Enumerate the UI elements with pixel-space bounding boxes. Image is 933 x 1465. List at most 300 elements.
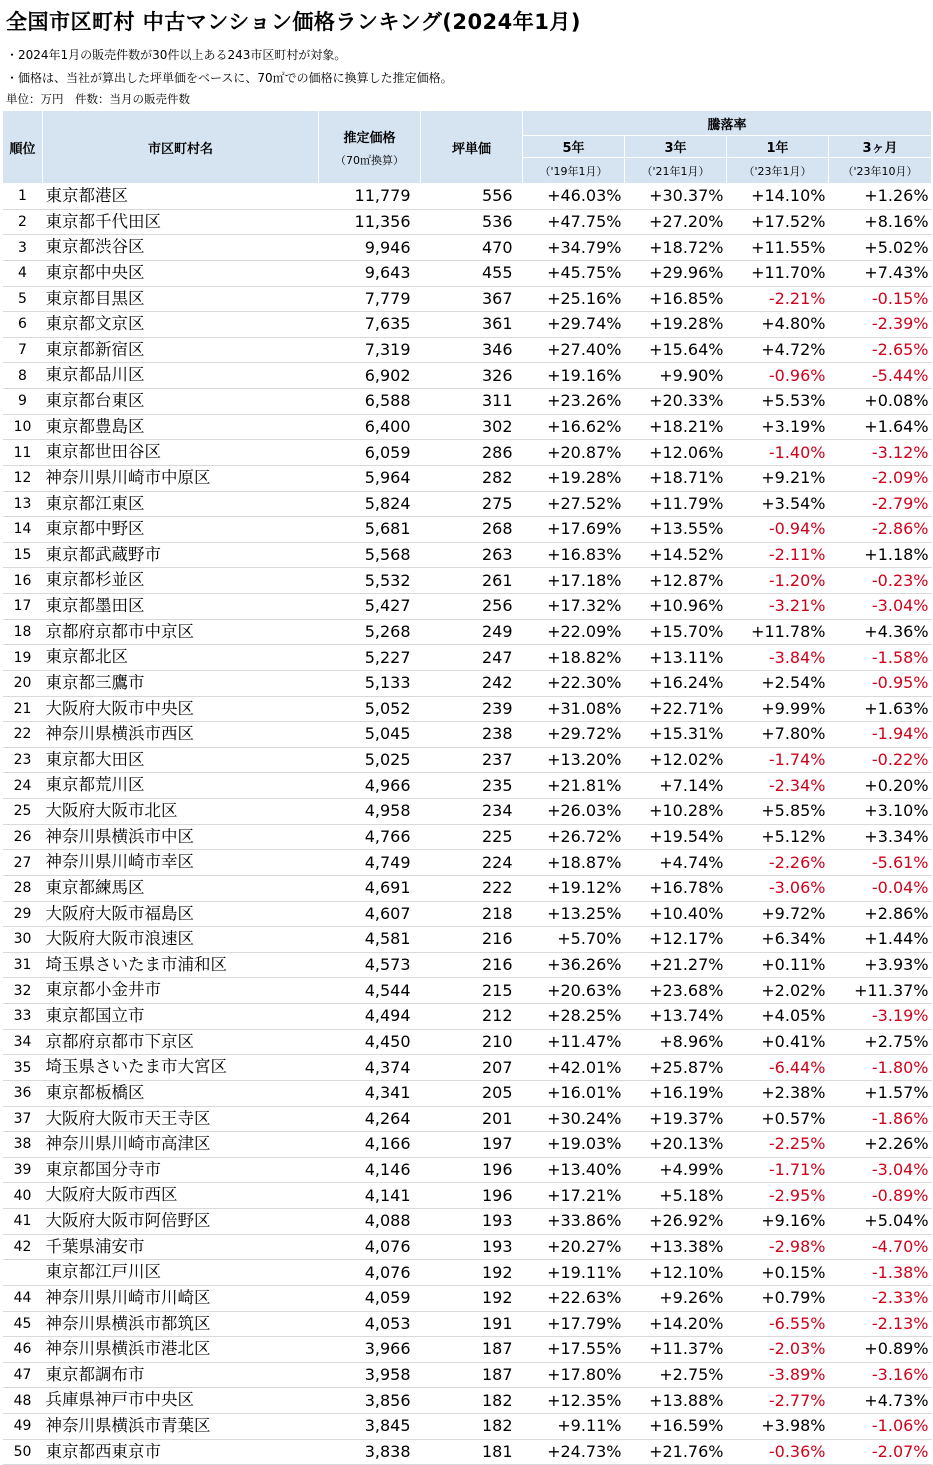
rank-cell: 39	[3, 1157, 43, 1183]
change-3y: +16.78%	[625, 875, 727, 901]
municipality-name: 神奈川県川崎市中原区	[43, 465, 319, 491]
change-3m: +7.43%	[829, 260, 932, 286]
estimated-price: 4,749	[319, 850, 421, 876]
change-5y: +28.25%	[523, 1004, 625, 1030]
municipality-name: 大阪府大阪市浪速区	[43, 927, 319, 953]
change-1y: -0.36%	[727, 1439, 829, 1465]
change-5y: +18.82%	[523, 645, 625, 671]
municipality-name: 兵庫県神戸市中央区	[43, 1388, 319, 1414]
change-5y: +19.28%	[523, 465, 625, 491]
change-3m: -0.15%	[829, 286, 932, 312]
change-5y: +13.25%	[523, 901, 625, 927]
change-1y: +2.02%	[727, 978, 829, 1004]
table-row	[3, 465, 932, 491]
tsubo-unit-price: 196	[421, 1183, 523, 1209]
table-row	[3, 568, 932, 594]
tsubo-unit-price: 263	[421, 542, 523, 568]
change-1y: -6.44%	[727, 1055, 829, 1081]
change-3y: +13.88%	[625, 1388, 727, 1414]
page-title: 全国市区町村 中古マンション価格ランキング(2024年1月)	[6, 10, 581, 34]
change-3m: +1.44%	[829, 927, 932, 953]
change-3y: +19.54%	[625, 824, 727, 850]
change-3y: +9.90%	[625, 363, 727, 389]
change-3m: +5.02%	[829, 235, 932, 261]
rank-cell: 41	[3, 1209, 43, 1235]
change-3m: -5.61%	[829, 850, 932, 876]
table-row	[3, 1414, 932, 1440]
table-row	[3, 1080, 932, 1106]
change-1y: -2.95%	[727, 1183, 829, 1209]
tsubo-unit-price: 455	[421, 260, 523, 286]
change-3y: +10.40%	[625, 901, 727, 927]
rank-cell: 15	[3, 542, 43, 568]
change-5y: +17.79%	[523, 1311, 625, 1337]
table-row	[3, 209, 932, 235]
tsubo-unit-price: 187	[421, 1337, 523, 1363]
header-period-5y-sub: （'19年1月）	[523, 158, 625, 184]
change-5y: +30.24%	[523, 1106, 625, 1132]
header-price	[319, 111, 421, 184]
estimated-price: 7,635	[319, 312, 421, 338]
tsubo-unit-price: 346	[421, 337, 523, 363]
ranking-rows	[3, 184, 932, 1465]
change-1y: +0.11%	[727, 952, 829, 978]
estimated-price: 3,838	[319, 1439, 421, 1465]
estimated-price: 3,966	[319, 1337, 421, 1363]
change-5y: +17.69%	[523, 517, 625, 543]
municipality-name: 京都府京都市下京区	[43, 1029, 319, 1055]
table-row	[3, 1285, 932, 1311]
tsubo-unit-price: 275	[421, 491, 523, 517]
rank-cell: 27	[3, 850, 43, 876]
tsubo-unit-price: 234	[421, 799, 523, 825]
municipality-name: 東京都調布市	[43, 1362, 319, 1388]
change-3y: +19.28%	[625, 312, 727, 338]
municipality-name: 東京都品川区	[43, 363, 319, 389]
change-1y: +5.85%	[727, 799, 829, 825]
municipality-name: 千葉県浦安市	[43, 1234, 319, 1260]
change-1y: +4.80%	[727, 312, 829, 338]
table-row	[3, 824, 932, 850]
header-period-1y-sub: （'23年1月）	[727, 158, 829, 184]
rank-cell: 1	[3, 184, 43, 210]
rank-cell: 40	[3, 1183, 43, 1209]
change-3m: +2.26%	[829, 1132, 932, 1158]
change-3y: +15.31%	[625, 722, 727, 748]
change-1y: -0.96%	[727, 363, 829, 389]
municipality-name: 東京都千代田区	[43, 209, 319, 235]
change-5y: +19.12%	[523, 875, 625, 901]
table-row	[3, 517, 932, 543]
table-row	[3, 1209, 932, 1235]
change-1y: -3.89%	[727, 1362, 829, 1388]
change-3m: +1.63%	[829, 696, 932, 722]
change-1y: +9.99%	[727, 696, 829, 722]
municipality-name: 東京都渋谷区	[43, 235, 319, 261]
header-price-sub: （70㎡換算）	[335, 153, 404, 167]
change-3m: -0.95%	[829, 670, 932, 696]
estimated-price: 9,946	[319, 235, 421, 261]
tsubo-unit-price: 216	[421, 952, 523, 978]
estimated-price: 5,227	[319, 645, 421, 671]
rank-cell: 45	[3, 1311, 43, 1337]
municipality-name: 東京都新宿区	[43, 337, 319, 363]
tsubo-unit-price: 224	[421, 850, 523, 876]
header-name: 市区町村名	[43, 111, 319, 184]
tsubo-unit-price: 249	[421, 619, 523, 645]
table-row	[3, 312, 932, 338]
note-price-method: ・価格は、当社が算出した坪単価をベースに、70㎡での価格に換算した推定価格。	[6, 71, 453, 85]
change-5y: +11.47%	[523, 1029, 625, 1055]
change-3y: +22.71%	[625, 696, 727, 722]
municipality-name: 東京都北区	[43, 645, 319, 671]
change-5y: +12.35%	[523, 1388, 625, 1414]
change-3m: -1.94%	[829, 722, 932, 748]
header-period-3m: 3ヶ月	[829, 136, 932, 158]
change-3y: +18.21%	[625, 414, 727, 440]
tsubo-unit-price: 261	[421, 568, 523, 594]
change-3y: +29.96%	[625, 260, 727, 286]
change-5y: +19.11%	[523, 1260, 625, 1286]
change-5y: +26.72%	[523, 824, 625, 850]
table-row	[3, 1004, 932, 1030]
table-row	[3, 722, 932, 748]
estimated-price: 5,045	[319, 722, 421, 748]
tsubo-unit-price: 201	[421, 1106, 523, 1132]
rank-cell: 17	[3, 594, 43, 620]
estimated-price: 4,166	[319, 1132, 421, 1158]
municipality-name: 東京都西東京市	[43, 1439, 319, 1465]
tsubo-unit-price: 238	[421, 722, 523, 748]
tsubo-unit-price: 193	[421, 1234, 523, 1260]
estimated-price: 6,902	[319, 363, 421, 389]
municipality-name: 東京都国立市	[43, 1004, 319, 1030]
change-3m: -4.70%	[829, 1234, 932, 1260]
change-1y: +11.70%	[727, 260, 829, 286]
rank-cell: 29	[3, 901, 43, 927]
municipality-name: 大阪府大阪市天王寺区	[43, 1106, 319, 1132]
change-5y: +42.01%	[523, 1055, 625, 1081]
change-1y: +4.05%	[727, 1004, 829, 1030]
table-row	[3, 184, 932, 210]
change-5y: +19.16%	[523, 363, 625, 389]
tsubo-unit-price: 268	[421, 517, 523, 543]
change-1y: +0.41%	[727, 1029, 829, 1055]
note-units: 単位：万円 件数：当月の販売件数	[6, 92, 190, 106]
rank-cell: 8	[3, 363, 43, 389]
change-5y: +29.74%	[523, 312, 625, 338]
table-row	[3, 491, 932, 517]
change-1y: -2.21%	[727, 286, 829, 312]
tsubo-unit-price: 237	[421, 747, 523, 773]
table-row	[3, 542, 932, 568]
table-row	[3, 901, 932, 927]
tsubo-unit-price: 239	[421, 696, 523, 722]
change-1y: +2.38%	[727, 1080, 829, 1106]
change-1y: +3.19%	[727, 414, 829, 440]
table-row	[3, 440, 932, 466]
change-5y: +29.72%	[523, 722, 625, 748]
rank-cell: 9	[3, 389, 43, 415]
tsubo-unit-price: 536	[421, 209, 523, 235]
change-3m: +5.04%	[829, 1209, 932, 1235]
municipality-name: 大阪府大阪市福島区	[43, 901, 319, 927]
rank-cell: 44	[3, 1285, 43, 1311]
tsubo-unit-price: 205	[421, 1080, 523, 1106]
change-3y: +10.96%	[625, 594, 727, 620]
change-5y: +26.03%	[523, 799, 625, 825]
tsubo-unit-price: 207	[421, 1055, 523, 1081]
tsubo-unit-price: 216	[421, 927, 523, 953]
table-row	[3, 1029, 932, 1055]
estimated-price: 4,146	[319, 1157, 421, 1183]
change-1y: +9.16%	[727, 1209, 829, 1235]
estimated-price: 5,025	[319, 747, 421, 773]
change-5y: +24.73%	[523, 1439, 625, 1465]
tsubo-unit-price: 367	[421, 286, 523, 312]
change-5y: +17.80%	[523, 1362, 625, 1388]
estimated-price: 4,088	[319, 1209, 421, 1235]
tsubo-unit-price: 210	[421, 1029, 523, 1055]
rank-cell: 22	[3, 722, 43, 748]
municipality-name: 東京都三鷹市	[43, 670, 319, 696]
municipality-name: 神奈川県横浜市青葉区	[43, 1414, 319, 1440]
header-change: 騰落率	[523, 111, 932, 136]
rank-cell: 5	[3, 286, 43, 312]
change-3y: +30.37%	[625, 184, 727, 210]
table-row	[3, 773, 932, 799]
municipality-name: 東京都台東区	[43, 389, 319, 415]
change-3m: -2.33%	[829, 1285, 932, 1311]
change-1y: +5.53%	[727, 389, 829, 415]
estimated-price: 3,958	[319, 1362, 421, 1388]
estimated-price: 4,374	[319, 1055, 421, 1081]
estimated-price: 6,400	[319, 414, 421, 440]
estimated-price: 4,076	[319, 1234, 421, 1260]
estimated-price: 4,581	[319, 927, 421, 953]
municipality-name: 京都府京都市中京区	[43, 619, 319, 645]
change-5y: +31.08%	[523, 696, 625, 722]
change-3y: +20.33%	[625, 389, 727, 415]
change-1y: +3.54%	[727, 491, 829, 517]
estimated-price: 4,607	[319, 901, 421, 927]
rank-cell: 3	[3, 235, 43, 261]
change-5y: +47.75%	[523, 209, 625, 235]
change-3y: +10.28%	[625, 799, 727, 825]
table-row	[3, 1106, 932, 1132]
change-1y: +11.78%	[727, 619, 829, 645]
table-row	[3, 1132, 932, 1158]
change-3y: +26.92%	[625, 1209, 727, 1235]
table-row	[3, 978, 932, 1004]
change-3y: +15.70%	[625, 619, 727, 645]
estimated-price: 5,824	[319, 491, 421, 517]
estimated-price: 11,779	[319, 184, 421, 210]
change-3m: +2.75%	[829, 1029, 932, 1055]
table-row	[3, 337, 932, 363]
table-row	[3, 260, 932, 286]
municipality-name: 東京都文京区	[43, 312, 319, 338]
estimated-price: 11,356	[319, 209, 421, 235]
tsubo-unit-price: 212	[421, 1004, 523, 1030]
change-1y: -6.55%	[727, 1311, 829, 1337]
header-period-3y-sub: （'21年1月）	[625, 158, 727, 184]
municipality-name: 神奈川県川崎市川崎区	[43, 1285, 319, 1311]
rank-cell: 34	[3, 1029, 43, 1055]
change-5y: +23.26%	[523, 389, 625, 415]
municipality-name: 東京都江東区	[43, 491, 319, 517]
table-row	[3, 619, 932, 645]
change-3y: +16.24%	[625, 670, 727, 696]
change-3y: +19.37%	[625, 1106, 727, 1132]
change-3y: +14.20%	[625, 1311, 727, 1337]
tsubo-unit-price: 282	[421, 465, 523, 491]
table-row	[3, 235, 932, 261]
change-1y: +9.21%	[727, 465, 829, 491]
change-5y: +25.16%	[523, 286, 625, 312]
change-1y: -1.40%	[727, 440, 829, 466]
municipality-name: 東京都江戸川区	[43, 1260, 319, 1286]
change-1y: -3.84%	[727, 645, 829, 671]
table-row	[3, 1157, 932, 1183]
change-3m: +0.08%	[829, 389, 932, 415]
header-period-5y: 5年	[523, 136, 625, 158]
estimated-price: 5,268	[319, 619, 421, 645]
municipality-name: 埼玉県さいたま市浦和区	[43, 952, 319, 978]
municipality-name: 東京都港区	[43, 184, 319, 210]
change-5y: +33.86%	[523, 1209, 625, 1235]
estimated-price: 9,643	[319, 260, 421, 286]
table-row	[3, 1311, 932, 1337]
change-5y: +17.32%	[523, 594, 625, 620]
change-1y: -1.20%	[727, 568, 829, 594]
change-3y: +14.52%	[625, 542, 727, 568]
header-period-3m-sub: （'23年10月）	[829, 158, 932, 184]
tsubo-unit-price: 470	[421, 235, 523, 261]
change-3y: +27.20%	[625, 209, 727, 235]
change-3m: -2.07%	[829, 1439, 932, 1465]
rank-cell: 16	[3, 568, 43, 594]
municipality-name: 神奈川県川崎市高津区	[43, 1132, 319, 1158]
municipality-name: 大阪府大阪市北区	[43, 799, 319, 825]
estimated-price: 4,691	[319, 875, 421, 901]
header-unit-price: 坪単価	[421, 111, 523, 184]
change-3y: +20.13%	[625, 1132, 727, 1158]
rank-cell	[3, 1260, 43, 1286]
tsubo-unit-price: 311	[421, 389, 523, 415]
change-1y: +2.54%	[727, 670, 829, 696]
rank-cell: 4	[3, 260, 43, 286]
change-5y: +22.63%	[523, 1285, 625, 1311]
rank-cell: 35	[3, 1055, 43, 1081]
table-row	[3, 850, 932, 876]
change-3m: +1.57%	[829, 1080, 932, 1106]
change-1y: +7.80%	[727, 722, 829, 748]
table-row	[3, 414, 932, 440]
estimated-price: 5,427	[319, 594, 421, 620]
change-1y: -2.03%	[727, 1337, 829, 1363]
change-3y: +25.87%	[625, 1055, 727, 1081]
change-5y: +22.30%	[523, 670, 625, 696]
municipality-name: 大阪府大阪市中央区	[43, 696, 319, 722]
change-3m: -1.58%	[829, 645, 932, 671]
change-3m: -3.16%	[829, 1362, 932, 1388]
estimated-price: 5,052	[319, 696, 421, 722]
tsubo-unit-price: 286	[421, 440, 523, 466]
municipality-name: 大阪府大阪市阿倍野区	[43, 1209, 319, 1235]
estimated-price: 7,319	[319, 337, 421, 363]
rank-cell: 38	[3, 1132, 43, 1158]
change-3y: +21.27%	[625, 952, 727, 978]
estimated-price: 6,588	[319, 389, 421, 415]
change-5y: +21.81%	[523, 773, 625, 799]
change-3m: -3.12%	[829, 440, 932, 466]
change-1y: -1.74%	[727, 747, 829, 773]
change-3y: +13.55%	[625, 517, 727, 543]
estimated-price: 4,059	[319, 1285, 421, 1311]
change-1y: +5.12%	[727, 824, 829, 850]
rank-cell: 36	[3, 1080, 43, 1106]
change-3y: +16.59%	[625, 1414, 727, 1440]
change-3y: +12.87%	[625, 568, 727, 594]
municipality-name: 東京都国分寺市	[43, 1157, 319, 1183]
estimated-price: 5,681	[319, 517, 421, 543]
change-3y: +4.99%	[625, 1157, 727, 1183]
change-5y: +17.18%	[523, 568, 625, 594]
change-5y: +9.11%	[523, 1414, 625, 1440]
tsubo-unit-price: 191	[421, 1311, 523, 1337]
change-3m: -0.89%	[829, 1183, 932, 1209]
table-row	[3, 927, 932, 953]
tsubo-unit-price: 181	[421, 1439, 523, 1465]
rank-cell: 14	[3, 517, 43, 543]
change-5y: +16.62%	[523, 414, 625, 440]
change-3m: -3.04%	[829, 594, 932, 620]
estimated-price: 5,964	[319, 465, 421, 491]
table-row	[3, 1388, 932, 1414]
tsubo-unit-price: 556	[421, 184, 523, 210]
rank-cell: 10	[3, 414, 43, 440]
rank-cell: 23	[3, 747, 43, 773]
rank-cell: 11	[3, 440, 43, 466]
change-3y: +12.06%	[625, 440, 727, 466]
change-5y: +18.87%	[523, 850, 625, 876]
change-3y: +16.19%	[625, 1080, 727, 1106]
estimated-price: 3,845	[319, 1414, 421, 1440]
change-5y: +17.55%	[523, 1337, 625, 1363]
change-3m: -3.19%	[829, 1004, 932, 1030]
change-3y: +13.11%	[625, 645, 727, 671]
change-1y: +0.15%	[727, 1260, 829, 1286]
ranking-table	[2, 110, 932, 1465]
municipality-name: 東京都武蔵野市	[43, 542, 319, 568]
tsubo-unit-price: 247	[421, 645, 523, 671]
change-3y: +23.68%	[625, 978, 727, 1004]
table-row	[3, 1183, 932, 1209]
rank-cell: 21	[3, 696, 43, 722]
table-row	[3, 696, 932, 722]
header-rank: 順位	[3, 111, 43, 184]
rank-cell: 24	[3, 773, 43, 799]
table-row	[3, 363, 932, 389]
change-1y: +3.98%	[727, 1414, 829, 1440]
change-5y: +19.03%	[523, 1132, 625, 1158]
tsubo-unit-price: 235	[421, 773, 523, 799]
change-5y: +13.40%	[523, 1157, 625, 1183]
change-5y: +22.09%	[523, 619, 625, 645]
municipality-name: 東京都練馬区	[43, 875, 319, 901]
change-1y: +0.79%	[727, 1285, 829, 1311]
